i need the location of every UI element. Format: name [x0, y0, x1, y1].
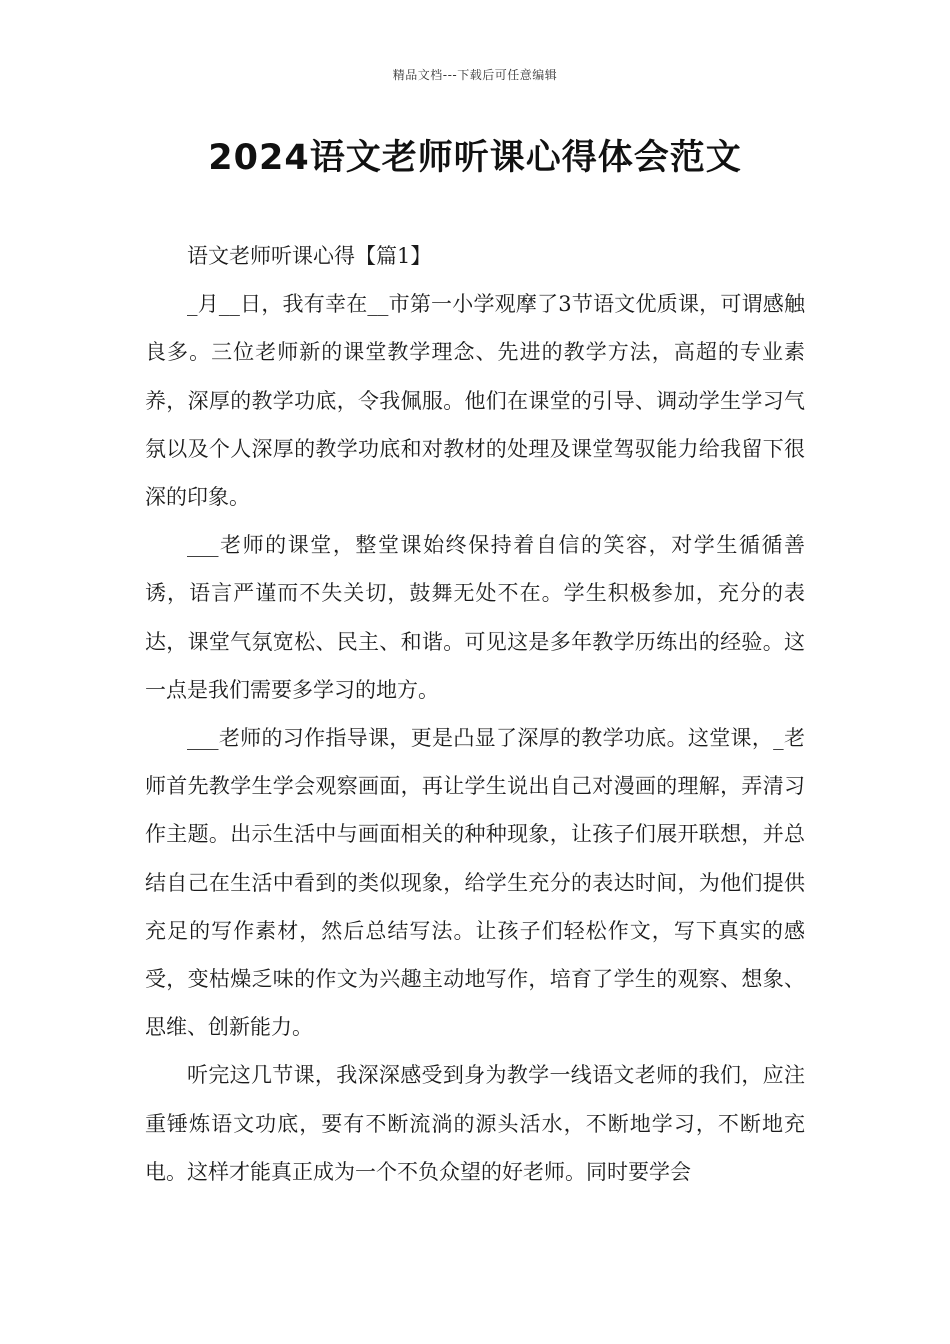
paragraph: ___老师的习作指导课，更是凸显了深厚的教学功底。这堂课，_老师首先教学生学会观察画面，再让学生说出自己对漫画的理解，弄清习作主题。出示生活中与画面相关的种种现象，让孩子们展开联想，并总结自己在生活中看到的类似现象，给学生充分的表达时间，为他们提供充足的写作素材，然后总结写法。让孩子们轻松作文，写下真实的感受，变枯燥乏味的作文为兴趣主动地写作，培育了学生的观察、想象、思维、创新能力。: [145, 726, 805, 1040]
paragraph: _月__日，我有幸在__市第一小学观摩了3节语文优质课，可谓感触良多。三位老师新的课堂教学理念、先进的教学方法，高超的专业素养，深厚的教学功底，令我佩服。他们在课堂的引导、调动学生学习气氛以及个人深厚的教学功底和对教材的处理及课堂驾驭能力给我留下很深的印象。: [145, 292, 805, 510]
section-heading: 语文老师听课心得【篇1】: [187, 244, 432, 268]
header-note: 精品文档---下载后可任意编辑: [392, 68, 558, 82]
paragraph: ___老师的课堂，整堂课始终保持着自信的笑容，对学生循循善诱，语言严谨而不失关切，鼓舞无处不在。学生积极参加，充分的表达，课堂气氛宽松、民主、和谐。可见这是多年教学历练出的经验。这一点是我们需要多学习的地方。: [145, 533, 805, 702]
document-body: [145, 232, 805, 1196]
page-title: 2024语文老师听课心得体会范文: [208, 138, 742, 178]
paragraph: 听完这几节课，我深深感受到身为教学一线语文老师的我们，应注重锤炼语文功底，要有不断流淌的源头活水，不断地学习，不断地充电。这样才能真正成为一个不负众望的好老师。同时要学会: [145, 1063, 805, 1184]
